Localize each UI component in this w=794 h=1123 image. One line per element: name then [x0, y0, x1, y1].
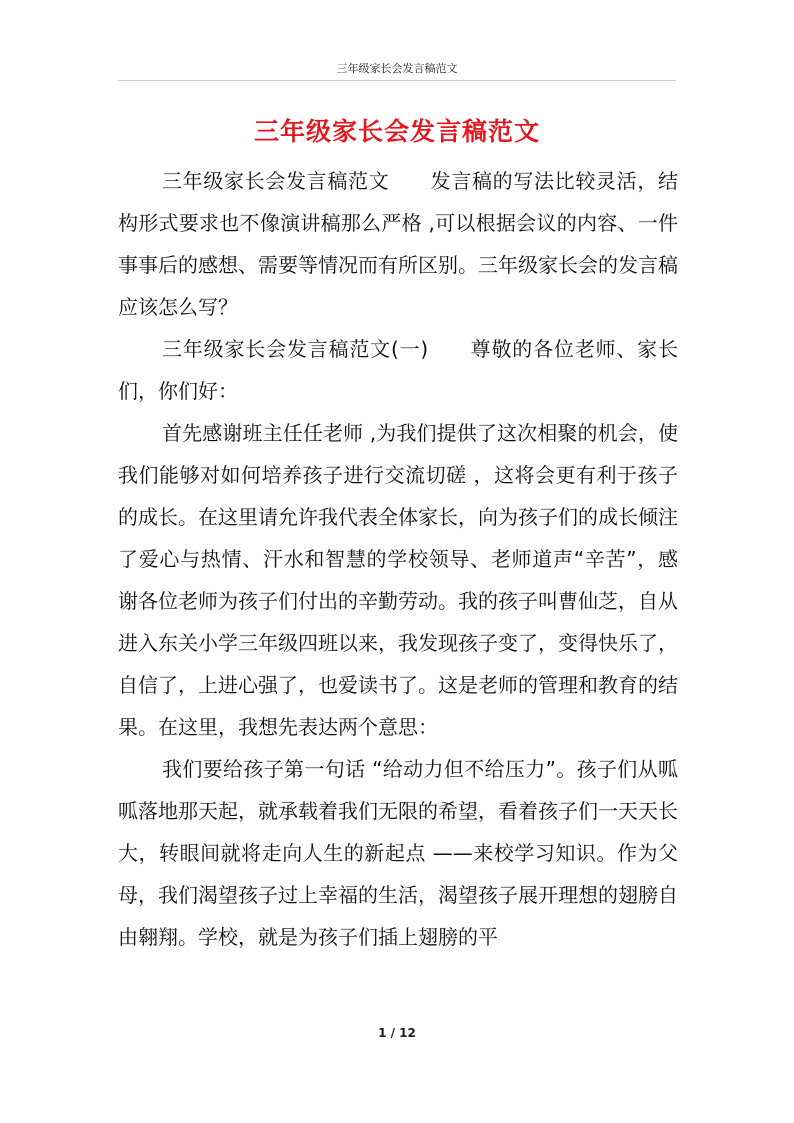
paragraph-motivation: 我们要给孩子第一句话 “给动力但不给压力”。孩子们从呱呱落地那天起，就承载着我们无限的希望，看着孩子们一天天长大，转眼间就将走向人生的新起点 ——来校学习知识。作为父母，我们渴望孩子过上幸福的生活，渴望孩子展开理想的翅膀自由翱翔。学校，就是为孩子们插上翅膀的平	[118, 757, 678, 949]
paragraph-thanks: 首先感谢班主任任老师 ,为我们提供了这次相聚的机会，使我们能够对如何培养孩子进行交流切磋 ，这将会更有利于孩子的成长。在这里请允许我代表全体家长，向为孩子们的成长倾注了爱心与热情、汗水和智慧的学校领导、老师道声“辛苦”，感谢各位老师为孩子们付出的辛勤劳动。我的孩子叫曹仙芝，自从进入东关小学三年级四班以来，我发现孩子变了，变得快乐了，自信了，上进心强了，也爱读书了。这是老师的管理和教育的结果。在这里，我想先表达两个意思：	[118, 421, 678, 739]
paragraph-intro: 三年级家长会发言稿范文 发言稿的写法比较灵活，结构形式要求也不像演讲稿那么严格 ,可以根据会议的内容、一件事事后的感想、需要等情况而有所区别。三年级家长会的发言稿应该怎么写？	[118, 169, 678, 319]
header-divider	[118, 80, 676, 81]
running-header: 三年级家长会发言稿范文	[336, 62, 458, 75]
paragraph-greeting: 三年级家长会发言稿范文(一) 尊敬的各位老师、家长们，你们好：	[118, 337, 678, 403]
document-body	[118, 160, 678, 958]
document-title: 三年级家长会发言稿范文	[253, 117, 540, 146]
page-number: 1 / 12	[378, 1026, 416, 1040]
